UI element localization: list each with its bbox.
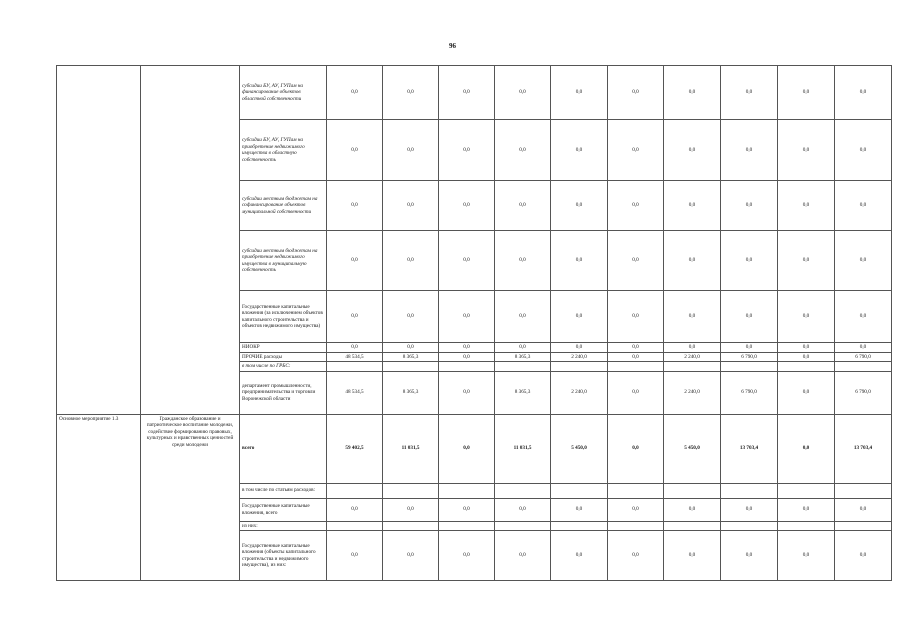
value-cell: 0,0	[608, 181, 664, 231]
row-label: в том числе по статьям расходов:	[240, 483, 327, 498]
table-row	[57, 66, 892, 120]
value-cell: 0,0	[383, 498, 439, 521]
value-cell: 0,0	[664, 291, 721, 343]
value-cell: 0,0	[778, 343, 835, 353]
value-cell: 0,0	[664, 181, 721, 231]
value-cell: 0,0	[327, 66, 383, 120]
value-cell: 5 450,0	[664, 414, 721, 483]
value-cell: 0,0	[835, 498, 892, 521]
value-cell: 0,0	[835, 343, 892, 353]
budget-table	[56, 65, 892, 581]
value-cell: 0,0	[495, 181, 551, 231]
value-cell: 0,0	[835, 120, 892, 181]
value-cell: 6 790,0	[721, 352, 778, 362]
value-cell	[778, 521, 835, 531]
value-cell: 0,0	[664, 66, 721, 120]
value-cell: 0,0	[327, 343, 383, 353]
value-cell	[721, 483, 778, 498]
value-cell: 0,0	[327, 498, 383, 521]
value-cell: 0,0	[778, 414, 835, 483]
event-code: Основное мероприятие 1.3	[57, 414, 141, 581]
value-cell	[664, 483, 721, 498]
value-cell: 0,0	[551, 291, 608, 343]
value-cell: 0,0	[551, 120, 608, 181]
value-cell	[383, 362, 439, 372]
value-cell: 0,0	[721, 120, 778, 181]
value-cell: 0,0	[835, 66, 892, 120]
value-cell: 0,0	[439, 498, 495, 521]
value-cell: 0,0	[721, 531, 778, 581]
value-cell	[721, 362, 778, 372]
row-label: субсидии БУ, АУ, ГУПам на приобретение недвижимого имущества в областную собственность	[240, 120, 327, 181]
value-cell: 0,0	[778, 181, 835, 231]
value-cell: 0,0	[327, 120, 383, 181]
value-cell	[439, 483, 495, 498]
row-label: департамент промышленности, предпринимательства и торговли Воронежской области	[240, 371, 327, 414]
table-row	[57, 414, 892, 483]
value-cell: 0,0	[439, 66, 495, 120]
value-cell: 0,0	[608, 498, 664, 521]
value-cell: 0,0	[383, 531, 439, 581]
page-number: 96	[449, 42, 456, 50]
value-cell: 0,0	[439, 120, 495, 181]
value-cell: 0,0	[778, 231, 835, 291]
value-cell: 0,0	[664, 531, 721, 581]
continuation-title-cell	[141, 66, 240, 415]
value-cell: 0,0	[778, 531, 835, 581]
value-cell	[551, 362, 608, 372]
value-cell	[835, 483, 892, 498]
value-cell	[383, 521, 439, 531]
value-cell	[495, 521, 551, 531]
value-cell: 0,0	[835, 531, 892, 581]
value-cell: 6 790,0	[835, 371, 892, 414]
value-cell: 0,0	[439, 531, 495, 581]
value-cell: 0,0	[608, 343, 664, 353]
value-cell: 0,0	[721, 498, 778, 521]
value-cell	[495, 483, 551, 498]
value-cell	[327, 521, 383, 531]
value-cell	[608, 483, 664, 498]
value-cell: 8 365,3	[383, 371, 439, 414]
value-cell: 0,0	[778, 291, 835, 343]
value-cell	[608, 521, 664, 531]
value-cell: 0,0	[835, 231, 892, 291]
value-cell: 0,0	[439, 343, 495, 353]
value-cell	[383, 483, 439, 498]
value-cell: 0,0	[439, 181, 495, 231]
value-cell	[778, 483, 835, 498]
value-cell: 0,0	[383, 181, 439, 231]
value-cell: 11 031,5	[495, 414, 551, 483]
value-cell: 0,0	[721, 66, 778, 120]
value-cell	[608, 362, 664, 372]
row-label: Государственные капитальные вложения, всего	[240, 498, 327, 521]
value-cell	[664, 521, 721, 531]
value-cell: 0,0	[778, 352, 835, 362]
value-cell: 2 240,0	[551, 352, 608, 362]
value-cell: 0,0	[383, 120, 439, 181]
value-cell	[495, 362, 551, 372]
value-cell	[327, 362, 383, 372]
value-cell: 0,0	[778, 371, 835, 414]
value-cell: 0,0	[778, 498, 835, 521]
row-label: ПРОЧИЕ расходы	[240, 352, 327, 362]
value-cell: 0,0	[495, 531, 551, 581]
value-cell: 2 240,0	[664, 371, 721, 414]
value-cell	[664, 362, 721, 372]
row-label: Государственные капитальные вложения (за исключением объектов капитального строительства и объектов недвижимого имущества)	[240, 291, 327, 343]
value-cell: 0,0	[664, 231, 721, 291]
value-cell: 0,0	[495, 231, 551, 291]
value-cell: 0,0	[608, 371, 664, 414]
value-cell: 0,0	[327, 531, 383, 581]
value-cell: 0,0	[439, 371, 495, 414]
value-cell: 13 703,4	[835, 414, 892, 483]
value-cell: 0,0	[495, 120, 551, 181]
value-cell: 0,0	[383, 66, 439, 120]
value-cell: 0,0	[664, 120, 721, 181]
value-cell	[835, 521, 892, 531]
row-label: субсидии местным бюджетам на приобретение недвижимого имущества в муниципальную собственность	[240, 231, 327, 291]
value-cell: 0,0	[551, 531, 608, 581]
value-cell: 0,0	[551, 231, 608, 291]
value-cell: 48 534,5	[327, 371, 383, 414]
value-cell: 13 703,4	[721, 414, 778, 483]
value-cell: 0,0	[608, 120, 664, 181]
event-title: Гражданское образование и патриотическое воспитание молодежи, содействие формированию правовых, культурных и нравственных ценностей среди молодежи	[141, 414, 240, 581]
row-label: субсидии местным бюджетам на софинансирование объектов муниципальной собственности	[240, 181, 327, 231]
value-cell: 0,0	[383, 343, 439, 353]
value-cell	[439, 362, 495, 372]
value-cell: 0,0	[608, 231, 664, 291]
value-cell: 0,0	[608, 66, 664, 120]
value-cell: 0,0	[327, 231, 383, 291]
value-cell: 0,0	[383, 231, 439, 291]
value-cell: 0,0	[439, 414, 495, 483]
value-cell: 0,0	[551, 498, 608, 521]
value-cell: 0,0	[551, 66, 608, 120]
value-cell	[835, 362, 892, 372]
value-cell: 0,0	[721, 181, 778, 231]
value-cell: 8 365,3	[495, 371, 551, 414]
value-cell: 8 365,3	[495, 352, 551, 362]
value-cell: 8 365,3	[383, 352, 439, 362]
value-cell: 0,0	[778, 120, 835, 181]
value-cell: 0,0	[608, 414, 664, 483]
value-cell: 0,0	[721, 343, 778, 353]
value-cell: 0,0	[327, 181, 383, 231]
value-cell: 0,0	[664, 498, 721, 521]
value-cell: 2 240,0	[664, 352, 721, 362]
value-cell: 0,0	[327, 291, 383, 343]
value-cell: 0,0	[495, 66, 551, 120]
value-cell: 0,0	[608, 531, 664, 581]
value-cell: 0,0	[835, 291, 892, 343]
value-cell: 0,0	[664, 343, 721, 353]
value-cell	[778, 362, 835, 372]
row-label: из них:	[240, 521, 327, 531]
value-cell	[721, 521, 778, 531]
value-cell	[551, 521, 608, 531]
row-label: в том числе по ГРБС:	[240, 362, 327, 372]
row-label: всего	[240, 414, 327, 483]
value-cell: 0,0	[721, 291, 778, 343]
value-cell: 11 031,5	[383, 414, 439, 483]
value-cell: 0,0	[835, 181, 892, 231]
value-cell: 48 534,5	[327, 352, 383, 362]
value-cell: 0,0	[551, 343, 608, 353]
value-cell: 0,0	[721, 231, 778, 291]
value-cell: 0,0	[439, 352, 495, 362]
value-cell: 5 450,0	[551, 414, 608, 483]
row-label: Государственные капитальные вложения (объекты капитального строительства и недвижимого имущества), из них:	[240, 531, 327, 581]
value-cell: 0,0	[495, 343, 551, 353]
value-cell: 0,0	[551, 181, 608, 231]
value-cell: 0,0	[383, 291, 439, 343]
value-cell	[327, 483, 383, 498]
value-cell: 0,0	[495, 498, 551, 521]
value-cell: 0,0	[495, 291, 551, 343]
value-cell: 2 240,0	[551, 371, 608, 414]
value-cell	[551, 483, 608, 498]
value-cell: 0,0	[439, 231, 495, 291]
value-cell	[439, 521, 495, 531]
value-cell: 0,0	[778, 66, 835, 120]
value-cell: 0,0	[608, 352, 664, 362]
value-cell: 6 790,0	[721, 371, 778, 414]
value-cell: 59 402,5	[327, 414, 383, 483]
value-cell: 0,0	[439, 291, 495, 343]
row-label: субсидии БУ, АУ, ГУПам на финансирование объектов областной собственности	[240, 66, 327, 120]
row-label: НИОКР	[240, 343, 327, 353]
value-cell: 6 790,0	[835, 352, 892, 362]
value-cell: 0,0	[608, 291, 664, 343]
continuation-code-cell	[57, 66, 141, 415]
